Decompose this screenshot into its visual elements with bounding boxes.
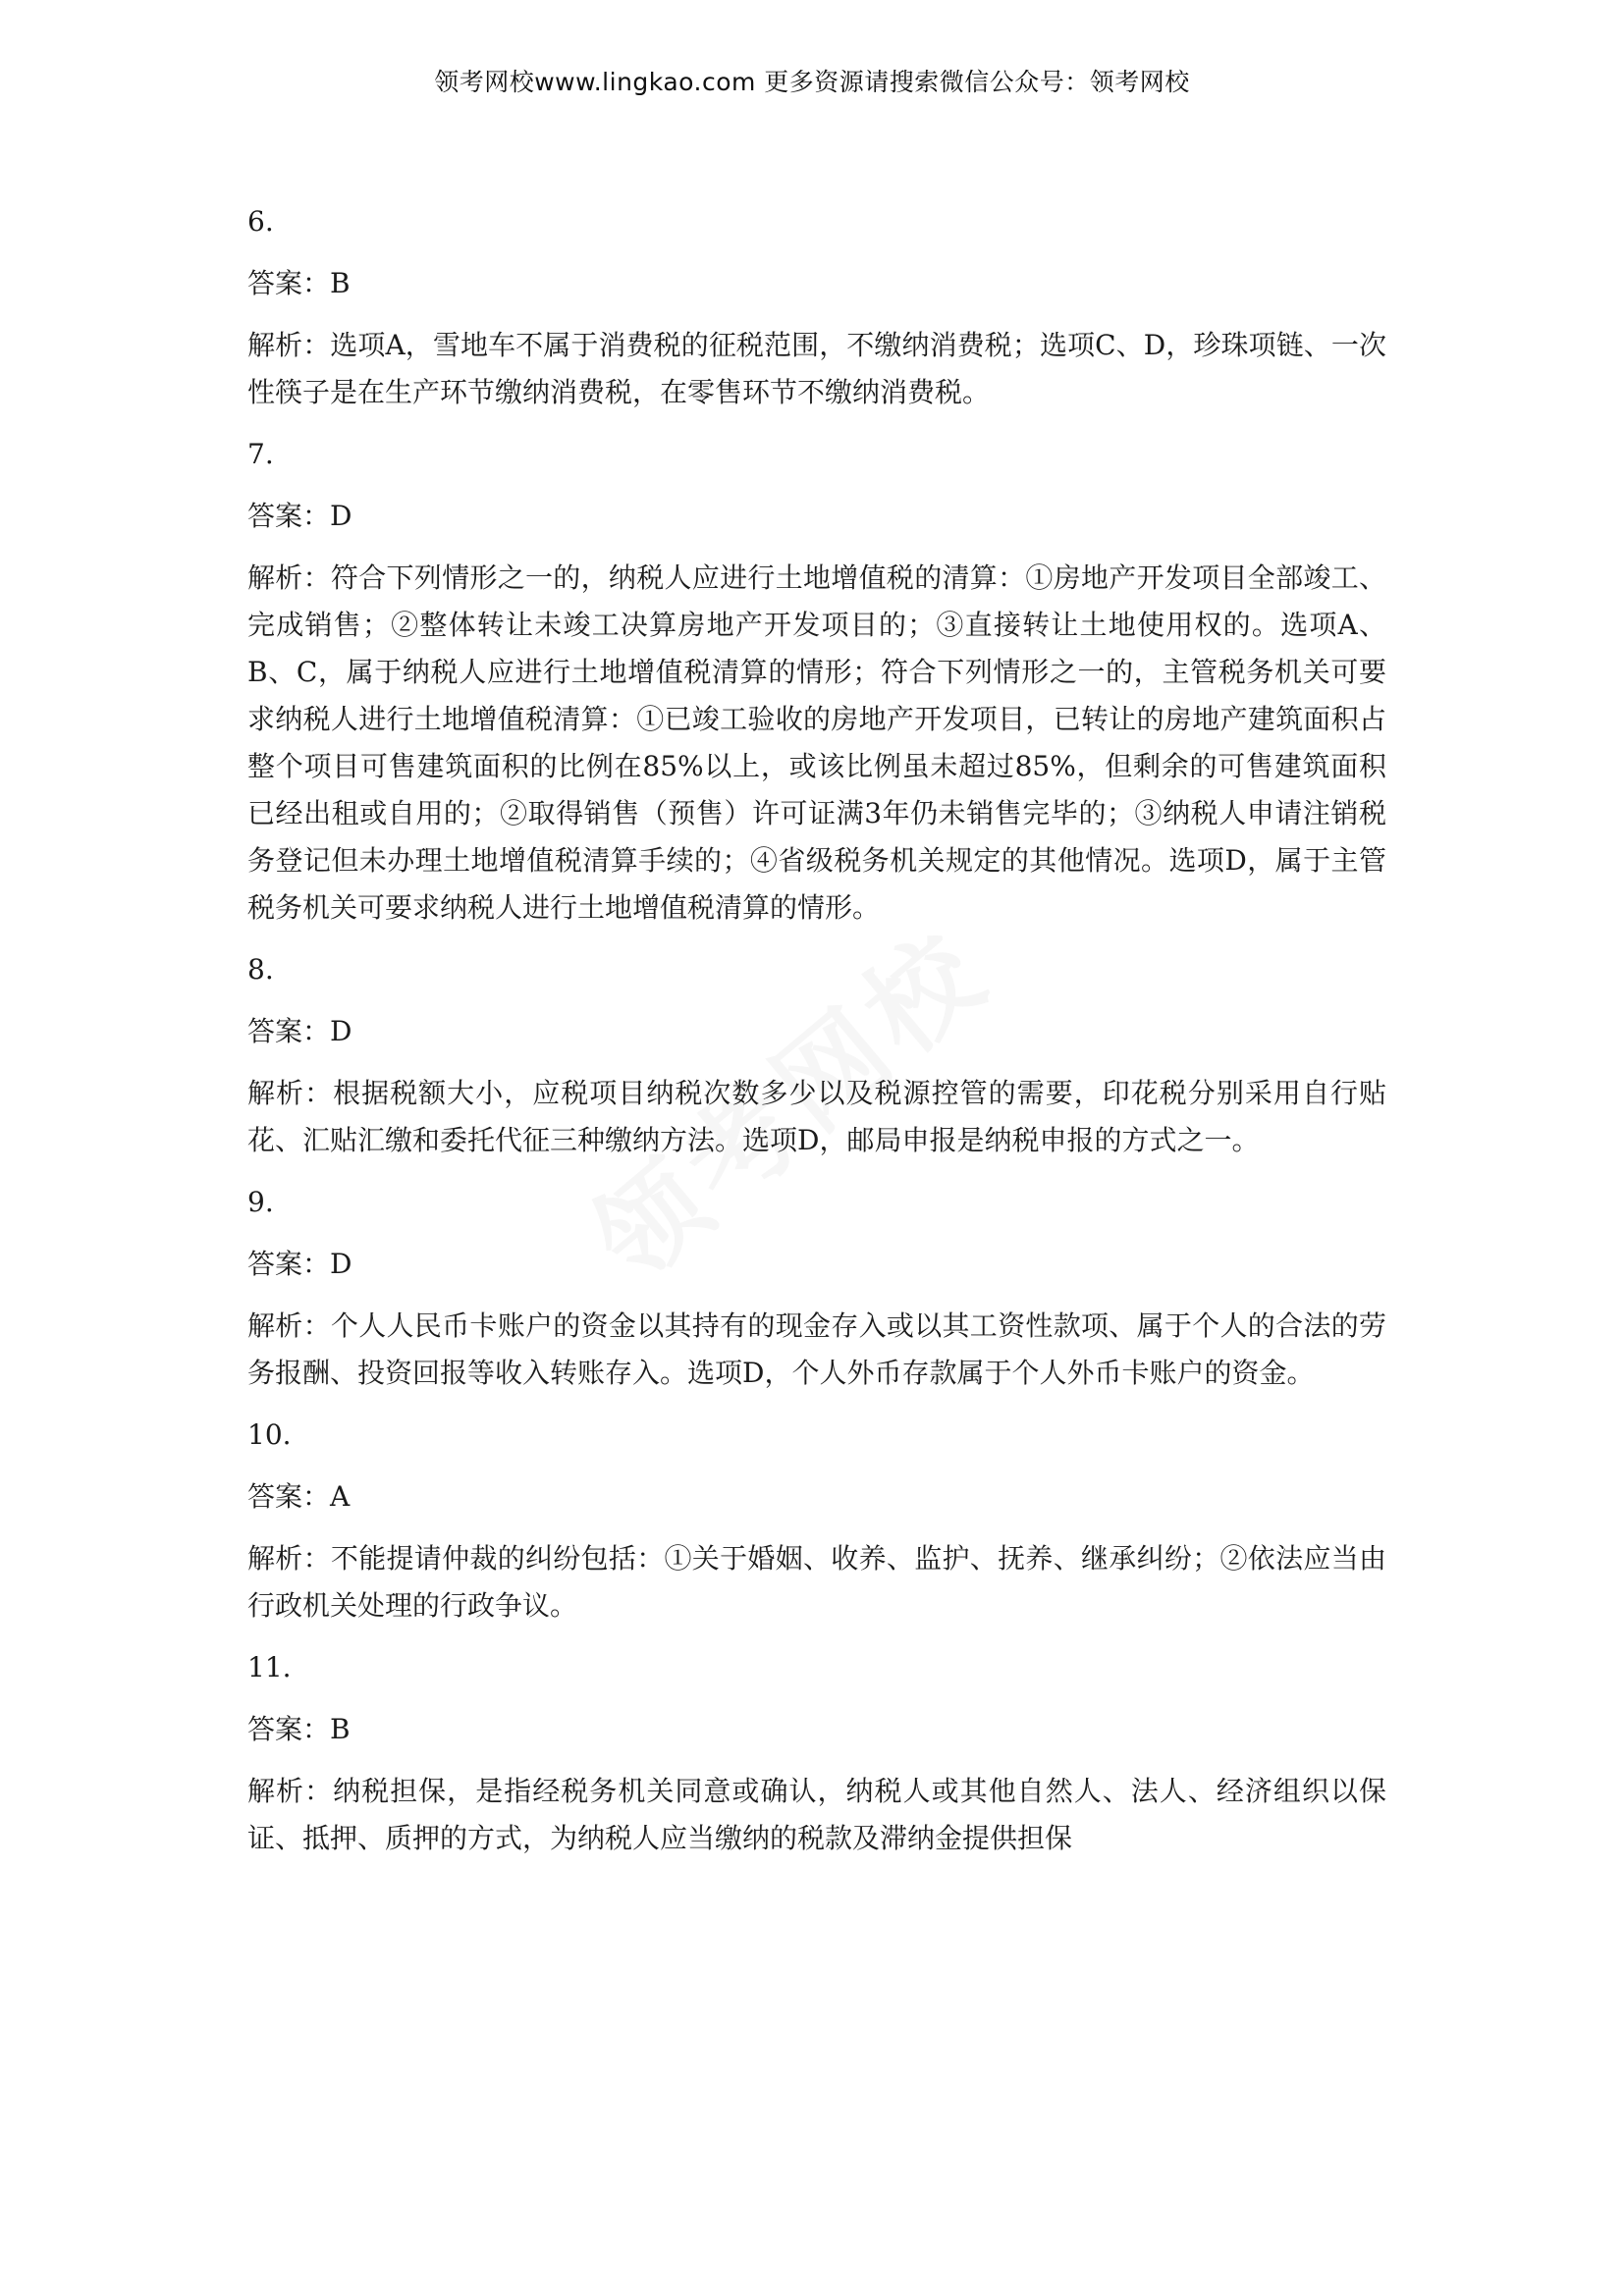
page-header: 领考网校www.lingkao.com 更多资源请搜索微信公众号：领考网校 bbox=[434, 68, 1190, 96]
question-block bbox=[247, 1179, 1386, 1397]
explanation-text: 解析：选项A，雪地车不属于消费税的征税范围，不缴纳消费税；选项C、D，珍珠项链、一次性筷子是在生产环节缴纳消费税，在零售环节不缴纳消费税。 bbox=[247, 329, 1386, 408]
answer-line: 答案：B bbox=[247, 1713, 351, 1745]
answer-line: 答案：D bbox=[247, 500, 352, 532]
question-number: 8. bbox=[247, 953, 274, 986]
answer-line: 答案：B bbox=[247, 267, 351, 299]
question-block bbox=[247, 1412, 1386, 1629]
explanation-text: 解析：根据税额大小，应税项目纳税次数多少以及税源控管的需要，印花税分别采用自行贴花、汇贴汇缴和委托代征三种缴纳方法。选项D，邮局申报是纳税申报的方式之一。 bbox=[247, 1077, 1386, 1156]
question-number: 9. bbox=[247, 1186, 274, 1218]
question-number: 7. bbox=[247, 438, 274, 470]
explanation-text: 解析：符合下列情形之一的，纳税人应进行土地增值税的清算：①房地产开发项目全部竣工、完成销售；②整体转让未竣工决算房地产开发项目的；③直接转让土地使用权的。选项A、B、C，属于纳税人应进行土地增值税清算的情形；符合下列情形之一的，主管税务机关可要求纳税人进行土地增值税清算：①已竣工验收的房地产开发项目，已转让的房地产建筑面积占整个项目可售建筑面积的比例在85%以上，或该比例虽未超过85%，但剩余的可售建筑面积已经出租或自用的；②取得销售（预售）许可证满3年仍未销售完毕的；③纳税人申请注销税务登记但未办理土地增值税清算手续的；④省级税务机关规定的其他情况。选项D，属于主管税务机关可要求纳税人进行土地增值税清算的情形。 bbox=[247, 561, 1386, 924]
answer-line: 答案：D bbox=[247, 1015, 352, 1047]
explanation-text: 解析：不能提请仲裁的纠纷包括：①关于婚姻、收养、监护、抚养、继承纠纷；②依法应当由行政机关处理的行政争议。 bbox=[247, 1542, 1386, 1622]
question-number: 6. bbox=[247, 205, 274, 238]
answer-line: 答案：A bbox=[247, 1480, 351, 1513]
explanation-text: 解析：纳税担保，是指经税务机关同意或确认，纳税人或其他自然人、法人、经济组织以保证、抵押、质押的方式，为纳税人应当缴纳的税款及滞纳金提供担保 bbox=[247, 1775, 1386, 1854]
question-number: 11. bbox=[247, 1651, 292, 1683]
explanation-text: 解析：个人人民币卡账户的资金以其持有的现金存入或以其工资性款项、属于个人的合法的劳务报酬、投资回报等收入转账存入。选项D，个人外币存款属于个人外币卡账户的资金。 bbox=[247, 1309, 1386, 1389]
question-block bbox=[247, 431, 1386, 932]
document-body bbox=[247, 198, 1386, 1877]
question-number: 10. bbox=[247, 1418, 292, 1451]
question-block bbox=[247, 946, 1386, 1164]
question-block bbox=[247, 1644, 1386, 1862]
answer-line: 答案：D bbox=[247, 1248, 352, 1280]
question-block bbox=[247, 198, 1386, 416]
